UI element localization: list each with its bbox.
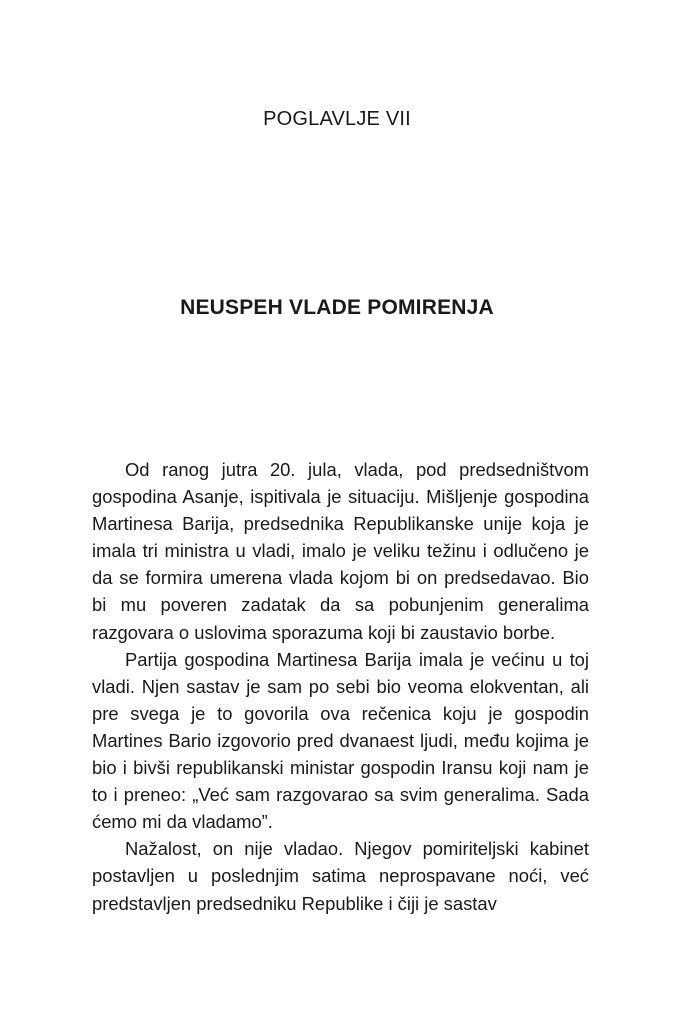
chapter-label: POGLAVLJE VII xyxy=(263,108,411,130)
body-text xyxy=(92,456,589,917)
chapter-title: NEUSPEH VLADE POMIRENJA xyxy=(180,296,494,319)
paragraph: Nažalost, on nije vladao. Njegov pomiriteljski kabinet postavljen u poslednjim satima neprospavane noći, već predstavljen predsedniku Republike i čiji je sastav xyxy=(92,838,589,914)
paragraph: Od ranog jutra 20. jula, vlada, pod predsedništvom gospodina Asanje, ispitivala je situaciju. Mišljenje gospodina Martinesa Barija, predsednika Republikanske unije koja je imala tri ministra u vladi, imalo je veliku težinu i odlučeno je da se formira umerena vlada kojom bi on predsedavao. Bio bi mu poveren zadatak da sa pobunjenim generalima razgovara o uslovima sporazuma koji bi zaustavio borbe. xyxy=(92,459,589,643)
paragraph: Partija gospodina Martinesa Barija imala je većinu u toj vladi. Njen sastav je sam po sebi bio veoma elokventan, ali pre svega je to govorila ova rečenica koju je gospodin Martines Bario izgovorio pred dvanaest ljudi, među kojima je bio i bivši republikanski ministar gospodin Iransu koji nam je to i preneo: „Već sam razgovarao sa svim generalima. Sada ćemo mi da vladamo”. xyxy=(92,648,589,833)
